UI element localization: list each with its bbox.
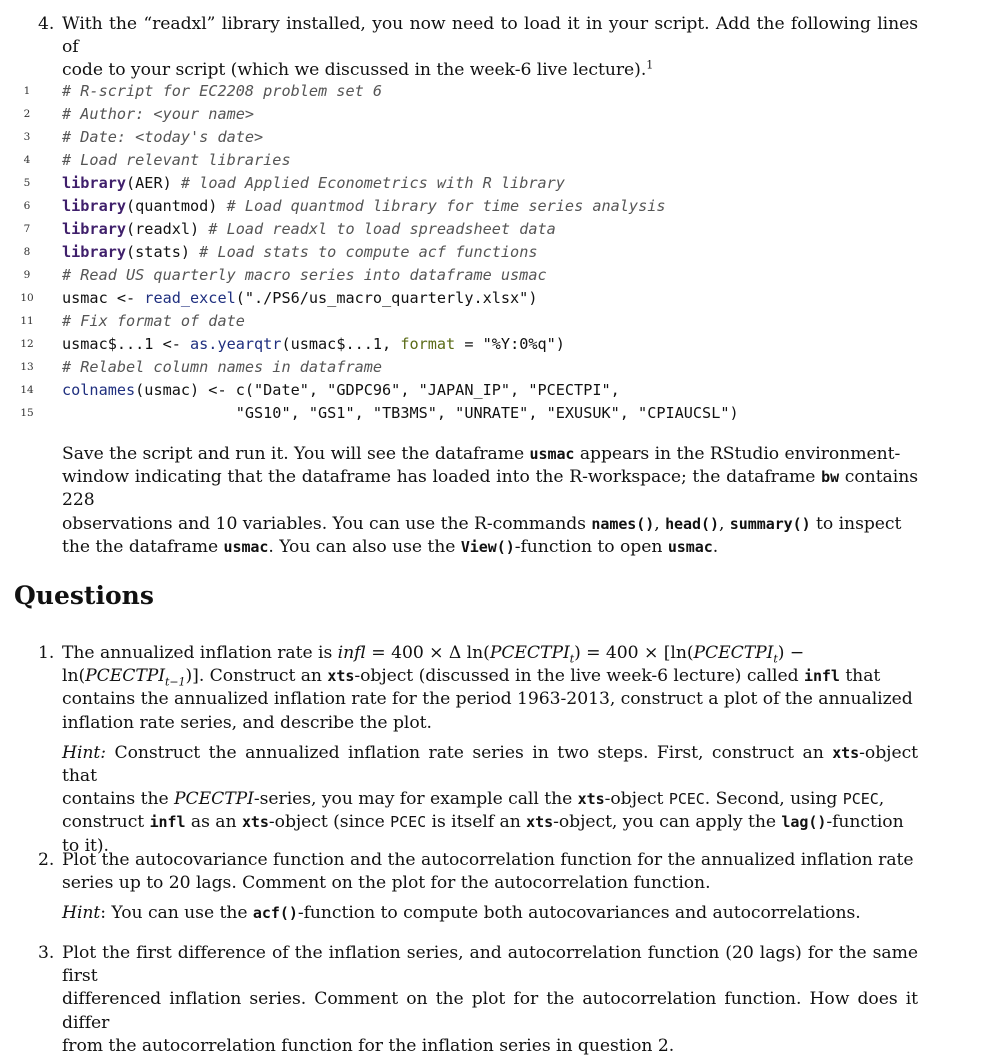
text: , — [718, 513, 730, 534]
line-number: 5 — [23, 177, 31, 189]
text: -object (since — [268, 812, 391, 833]
code-line — [0, 241, 1006, 264]
text: : You can use the — [100, 903, 253, 924]
text: , — [878, 789, 885, 810]
code-comment: # Date: <today's date> — [62, 128, 264, 146]
question-number: 3. — [38, 943, 55, 963]
code-line — [0, 287, 1006, 310]
code-function: as.yearqtr — [190, 335, 282, 353]
code-plain: (readxl) — [126, 220, 209, 238]
code-line — [0, 80, 1006, 103]
question-number: 2. — [38, 850, 55, 870]
code-text — [62, 218, 556, 241]
code-pcec: PCEC — [390, 813, 427, 832]
code-keyword: library — [62, 243, 127, 261]
code-keyword: library — [62, 197, 127, 215]
text: to inspect — [810, 513, 902, 534]
q1-line4: inflation rate series, and describe the plot. — [62, 712, 432, 733]
save-line2 — [62, 466, 918, 512]
question-number: 1. — [38, 643, 55, 663]
line-number: 14 — [20, 384, 34, 396]
code-text — [62, 264, 547, 287]
q1-hint-line2 — [62, 788, 918, 811]
text: The annualized inflation rate is — [62, 643, 338, 663]
q2-line1: Plot the autocovariance function and the autocorrelation function for the annualized inflation rate — [62, 850, 914, 870]
code-infl: infl — [149, 813, 186, 832]
code-line — [0, 172, 1006, 195]
text: construct — [62, 812, 150, 833]
code-comment: # Fix format of date — [62, 312, 245, 330]
line-number: 9 — [23, 269, 31, 281]
line-number: 4 — [23, 154, 31, 166]
footnote-mark: 1 — [646, 58, 654, 72]
text: observations and 10 variables. You can use the R-commands — [62, 513, 592, 534]
code-line — [0, 379, 1006, 402]
text: contains the — [62, 789, 175, 810]
section-heading-questions: Questions — [14, 581, 154, 610]
code-keyword: library — [62, 174, 127, 192]
code-line — [0, 103, 1006, 126]
code-line — [0, 126, 1006, 149]
q3-line1: Plot the first difference of the inflation series, and autocorrelation function (20 lags) for the same first — [62, 943, 918, 987]
code-text — [62, 333, 565, 356]
hint-label: Hint: — [62, 742, 107, 763]
text: -object — [604, 789, 669, 810]
line-number: 11 — [20, 315, 34, 327]
line-number: 10 — [20, 292, 34, 304]
code-comment: # Load readxl to load spreadsheet data — [208, 220, 556, 238]
code-plain: (AER) — [126, 174, 181, 192]
code-comment: # Read US quarterly macro series into dataframe usmac — [62, 266, 547, 284]
line-number: 8 — [23, 246, 31, 258]
code-plain: (stats) — [126, 243, 200, 261]
code-comment: # Relabel column names in dataframe — [62, 358, 383, 376]
math-pcectpi: PCECTPI — [85, 666, 166, 687]
code-line — [0, 402, 1006, 425]
text: the the dataframe — [62, 536, 224, 557]
text: ln( — [62, 666, 86, 687]
code-text — [62, 195, 666, 218]
hint-label: Hint — [62, 903, 101, 924]
math-subscript: t — [569, 652, 575, 666]
code-plain: (usmac) <- c("Date", "GDPC96", "JAPAN_IP", "PCECTPI", — [135, 381, 620, 399]
text: -function to open — [514, 536, 668, 557]
text: ) − — [777, 643, 805, 663]
code-text — [62, 149, 291, 172]
code-head: head() — [665, 514, 719, 533]
item-number: 4. — [38, 14, 55, 34]
code-plain: (quantmod) — [126, 197, 227, 215]
code-line — [0, 218, 1006, 241]
code-xts: xts — [241, 813, 269, 832]
text: )]. Construct an — [185, 666, 328, 687]
save-line1 — [62, 443, 918, 466]
code-line — [0, 195, 1006, 218]
q2-line2: series up to 20 lags. Comment on the plot for the autocorrelation function. — [62, 873, 711, 894]
item4-line1: With the “readxl” library installed, you now need to load it in your script. Add the following lines of — [62, 14, 918, 58]
code-text — [62, 241, 538, 264]
code-text — [62, 287, 537, 310]
text: -object, you can apply the — [553, 812, 782, 833]
code-plain: ("./PS6/us_macro_quarterly.xlsx") — [235, 289, 538, 307]
code-usmac: usmac — [667, 537, 713, 556]
text: . — [712, 536, 719, 557]
line-number: 1 — [23, 85, 31, 97]
text: -object that — [62, 742, 918, 787]
code-xts: xts — [526, 813, 554, 832]
math-subscript: t — [773, 652, 778, 666]
math-subscript: t−1 — [165, 675, 186, 689]
code-comment: # Load stats to compute acf functions — [199, 243, 538, 261]
save-line3 — [62, 513, 918, 536]
code-lag: lag() — [781, 813, 827, 832]
code-plain: (usmac$...1, — [281, 335, 401, 353]
code-acf: acf() — [252, 904, 298, 923]
code-plain: "GS10", "GS1", "TB3MS", "UNRATE", "EXUSUK", "CPIAUCSL") — [62, 404, 739, 422]
line-number: 12 — [20, 338, 34, 350]
code-comment: # load Applied Econometrics with R library — [180, 174, 565, 192]
math-pcectpi: PCECTPI — [693, 643, 774, 663]
code-summary: summary() — [729, 514, 811, 533]
text: -series, you may for example call the — [253, 789, 578, 810]
q1-line1 — [62, 642, 918, 665]
code-line — [0, 310, 1006, 333]
text: appears in the RStudio environment- — [574, 444, 901, 464]
save-line4 — [62, 536, 918, 559]
text: window indicating that the dataframe has loaded into the R-workspace; the dataframe — [62, 467, 822, 488]
code-comment: # Author: <your name> — [62, 105, 255, 123]
code-xts: xts — [327, 667, 355, 686]
text: contains 228 — [62, 467, 918, 511]
code-comment: # Load quantmod library for time series analysis — [226, 197, 666, 215]
text: -function — [826, 812, 904, 833]
code-comment: # Load relevant libraries — [62, 151, 291, 169]
text: , — [654, 513, 666, 534]
code-usmac: usmac — [223, 537, 269, 556]
line-number: 15 — [20, 407, 34, 419]
code-bw: bw — [821, 468, 840, 487]
code-infl: infl — [803, 667, 840, 686]
text: as an — [185, 812, 242, 833]
code-names: names() — [591, 514, 655, 533]
text: . Second, using — [704, 789, 843, 810]
code-view: View() — [460, 537, 515, 556]
q1-line3: contains the annualized inflation rate for the period 1963-2013, construct a plot of the annualized — [62, 689, 913, 710]
math-pcectpi: PCECTPI — [174, 789, 254, 810]
q3-line3: from the autocorrelation function for the inflation series in question 2. — [62, 1035, 675, 1056]
q1-hint-line1 — [62, 742, 918, 788]
question-2 — [62, 849, 918, 926]
q1-hint-line4: to it). — [62, 835, 109, 856]
code-text — [62, 103, 254, 126]
code-xts: xts — [832, 743, 860, 762]
text: Construct the annualized inflation rate series in two steps. First, construct an — [106, 742, 833, 763]
text: -function to compute both autocovariances and autocorrelations. — [297, 903, 861, 924]
line-number: 3 — [23, 131, 31, 143]
code-xts: xts — [577, 790, 605, 809]
code-usmac: usmac — [529, 445, 575, 463]
item4-line2-text: code to your script (which we discussed in the week-6 live lecture). — [62, 60, 647, 81]
question-1 — [62, 642, 918, 858]
q1-hint-line3 — [62, 811, 918, 834]
code-plain: usmac$...1 <- — [62, 335, 191, 353]
text: Save the script and run it. You will see the dataframe — [62, 444, 530, 464]
code-line — [0, 264, 1006, 287]
item4-intro — [62, 13, 918, 83]
code-comment: # R-script for EC2208 problem set 6 — [62, 82, 383, 100]
line-number: 7 — [23, 223, 31, 235]
code-argument: format — [400, 335, 456, 353]
line-number: 6 — [23, 200, 31, 212]
code-text — [62, 80, 382, 103]
code-text — [62, 126, 263, 149]
code-text — [62, 356, 382, 379]
code-text — [62, 379, 620, 402]
code-function: colnames — [62, 381, 136, 399]
q2-hint — [62, 902, 918, 925]
code-plain: = "%Y:0%q") — [455, 335, 565, 353]
code-text — [62, 172, 565, 195]
code-pcec: PCEC — [842, 790, 879, 809]
code-text — [62, 402, 739, 425]
text: = 400 × Δ ln( — [365, 643, 490, 663]
code-line — [0, 149, 1006, 172]
question-3 — [62, 942, 918, 1058]
save-paragraph — [62, 443, 918, 559]
text: is itself an — [426, 812, 527, 833]
text: . You can also use the — [268, 536, 461, 557]
math-pcectpi: PCECTPI — [489, 643, 570, 663]
code-function: read_excel — [144, 289, 236, 307]
text: -object (discussed in the live week-6 lecture) called — [354, 666, 804, 687]
code-plain: usmac <- — [62, 289, 145, 307]
q1-line2 — [62, 665, 918, 688]
q3-line2: differenced inflation series. Comment on the plot for the autocorrelation function. How does it differ — [62, 989, 918, 1033]
math-infl: infl — [337, 643, 366, 663]
code-line — [0, 333, 1006, 356]
text: ) = 400 × [ln( — [574, 643, 694, 663]
code-line — [0, 356, 1006, 379]
line-number: 13 — [20, 361, 34, 373]
code-pcec: PCEC — [668, 790, 705, 809]
text: that — [839, 666, 881, 687]
code-text — [62, 310, 245, 333]
code-keyword: library — [62, 220, 127, 238]
line-number: 2 — [23, 108, 31, 120]
